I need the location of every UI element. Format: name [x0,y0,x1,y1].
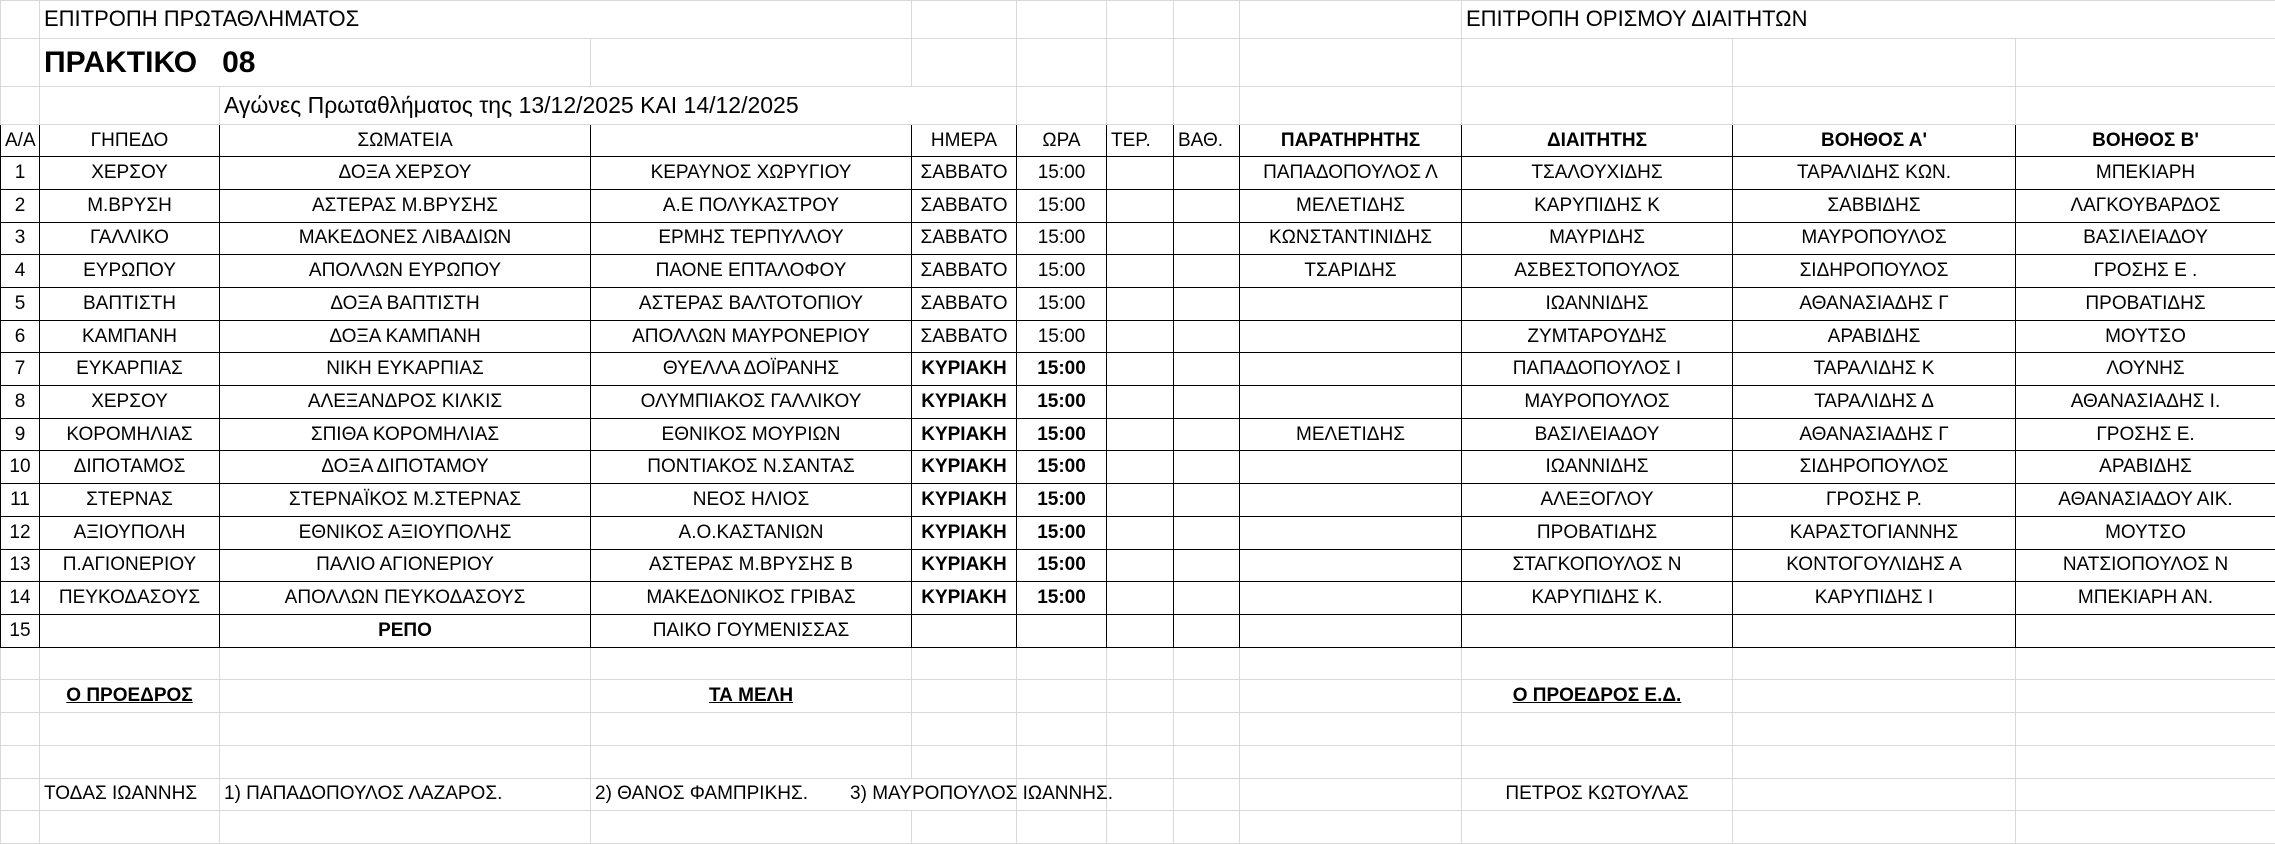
cell-day[interactable]: ΚΥΡΙΑΚΗ [912,549,1017,582]
table-row [1,549,2275,582]
cell-referee[interactable]: ΤΣΑΛΟΥΧΙΔΗΣ [1462,157,1733,190]
cell-aa[interactable]: 3 [1,222,40,255]
cell-assistant-b[interactable]: ΜΠΕΚΙΑΡΗ ΑΝ. [2016,582,2275,615]
cell-assistant-b[interactable]: ΜΟΥΤΣΟ [2016,516,2275,549]
cell-home[interactable]: ΔΟΞΑ ΒΑΠΤΙΣΤΗ [220,287,591,320]
table-row [1,418,2275,451]
cell-time[interactable]: 15:00 [1017,484,1107,517]
cell-referee[interactable]: ΜΑΥΡΟΠΟΥΛΟΣ [1462,386,1733,419]
cell-vath[interactable] [1174,386,1240,419]
cell-day[interactable]: ΣΑΒΒΑΤΟ [912,255,1017,288]
cell-vath[interactable] [1174,222,1240,255]
table-row [1,255,2275,288]
table-row [1,222,2275,255]
table-row [1,516,2275,549]
cell-referee[interactable]: ΠΑΠΑΔΟΠΟΥΛΟΣ Ι [1462,353,1733,386]
cell-home[interactable]: ΠΑΛΙΟ ΑΓΙΟΝΕΡΙΟΥ [220,549,591,582]
table-row [1,484,2275,517]
cell-referee[interactable]: ΚΑΡΥΠΙΔΗΣ Κ [1462,189,1733,222]
cell-vath[interactable] [1174,353,1240,386]
table-row [1,157,2275,190]
cell-assistant-a[interactable]: ΚΟΝΤΟΓΟΥΛΙΔΗΣ Α [1733,549,2016,582]
cell-time[interactable]: 15:00 [1017,320,1107,353]
cell-assistant-a[interactable]: ΜΑΥΡΟΠΟΥΛΟΣ [1733,222,2016,255]
cell-away[interactable]: ΠΑΙΚΟ ΓΟΥΜΕΝΙΣΣΑΣ [591,614,912,647]
member-2-cell [591,778,1113,811]
column-header-row [1,125,2275,157]
cell-assistant-b[interactable]: ΛΟΥΝΗΣ [2016,353,2275,386]
cell-ground[interactable]: ΑΞΙΟΥΠΟΛΗ [40,516,220,549]
cell-aa[interactable]: 12 [1,516,40,549]
cell-aa[interactable]: 9 [1,418,40,451]
cell-ground[interactable]: ΚΟΡΟΜΗΛΙΑΣ [40,418,220,451]
cell-ground[interactable]: ΧΕΡΣΟΥ [40,157,220,190]
cell-home[interactable]: ΡΕΠΟ [220,614,591,647]
cell-referee[interactable]: ΒΑΣΙΛΕΙΑΔΟΥ [1462,418,1733,451]
col-header-teams: ΣΩΜΑΤΕΙΑ [220,125,591,157]
cell-ground[interactable]: ΧΕΡΣΟΥ [40,386,220,419]
cell-ter[interactable] [1107,222,1174,255]
cell-vath[interactable] [1174,255,1240,288]
cell-ground[interactable]: ΚΑΜΠΑΝΗ [40,320,220,353]
cell-vath[interactable] [1174,484,1240,517]
cell-vath[interactable] [1174,614,1240,647]
record-title [40,38,591,87]
cell-away[interactable]: ΠΑΟΝΕ ΕΠΤΑΛΟΦΟΥ [591,255,912,288]
cell-observer[interactable] [1240,484,1462,517]
cell-referee[interactable]: ΣΤΑΓΚΟΠΟΥΛΟΣ Ν [1462,549,1733,582]
cell-day[interactable]: ΚΥΡΙΑΚΗ [912,484,1017,517]
cell-assistant-a[interactable]: ΓΡΟΣΗΣ Ρ. [1733,484,2016,517]
table-row [1,353,2275,386]
cell-ter[interactable] [1107,255,1174,288]
cell-ground[interactable] [40,614,220,647]
cell-time[interactable]: 15:00 [1017,287,1107,320]
cell-observer[interactable]: ΤΣΑΡΙΔΗΣ [1240,255,1462,288]
cell-referee[interactable]: ΖΥΜΤΑΡΟΥΔΗΣ [1462,320,1733,353]
table-row [1,287,2275,320]
cell-away[interactable]: ΟΛΥΜΠΙΑΚΟΣ ΓΑΛΛΙΚΟΥ [591,386,912,419]
col-header-time: ΩΡΑ [1017,125,1107,157]
president-label: Ο ΠΡΟΕΔΡΟΣ [40,680,220,713]
table-row [1,451,2275,484]
cell-observer[interactable] [1240,614,1462,647]
cell-ter[interactable] [1107,418,1174,451]
cell-assistant-a[interactable]: ΑΘΑΝΑΣΙΑΔΗΣ Γ [1733,287,2016,320]
col-header-day: ΗΜΕΡΑ [912,125,1017,157]
referee-committee-title: ΕΠΙΤΡΟΠΗ ΟΡΙΣΜΟΥ ΔΙΑΙΤΗΤΩΝ [1462,1,2275,39]
cell-assistant-a[interactable]: ΑΘΑΝΑΣΙΑΔΗΣ Γ [1733,418,2016,451]
cell-ground[interactable]: ΕΥΚΑΡΠΙΑΣ [40,353,220,386]
cell-ground[interactable]: ΔΙΠΟΤΑΜΟΣ [40,451,220,484]
cell-time[interactable] [1017,614,1107,647]
cell-ter[interactable] [1107,320,1174,353]
cell-observer[interactable]: ΜΕΛΕΤΙΔΗΣ [1240,189,1462,222]
cell-referee[interactable] [1462,614,1733,647]
cell-day[interactable] [912,614,1017,647]
cell-vath[interactable] [1174,157,1240,190]
cell-home[interactable]: ΑΠΟΛΛΩΝ ΠΕΥΚΟΔΑΣΟΥΣ [220,582,591,615]
col-header-ter: ΤΕΡ. [1107,125,1174,157]
cell-assistant-a[interactable]: ΤΑΡΑΛΙΔΗΣ Δ [1733,386,2016,419]
cell-assistant-b[interactable]: ΠΡΟΒΑΤΙΔΗΣ [2016,287,2275,320]
cell-vath[interactable] [1174,582,1240,615]
cell-vath[interactable] [1174,189,1240,222]
cell-assistant-b[interactable]: ΓΡΟΣΗΣ Ε. [2016,418,2275,451]
record-label: ΠΡΑΚΤΙΚΟ [44,45,198,79]
cell-time[interactable]: 15:00 [1017,516,1107,549]
cell-time[interactable]: 15:00 [1017,222,1107,255]
cell-referee[interactable]: ΑΣΒΕΣΤΟΠΟΥΛΟΣ [1462,255,1733,288]
cell-home[interactable]: ΑΣΤΕΡΑΣ Μ.ΒΡΥΣΗΣ [220,189,591,222]
cell-away[interactable]: ΑΣΤΕΡΑΣ Μ.ΒΡΥΣΗΣ Β [591,549,912,582]
cell-home[interactable]: ΝΙΚΗ ΕΥΚΑΡΠΙΑΣ [220,353,591,386]
col-header-ground: ΓΗΠΕΔΟ [40,125,220,157]
cell-assistant-a[interactable]: ΣΙΔΗΡΟΠΟΥΛΟΣ [1733,451,2016,484]
cell-aa[interactable]: 2 [1,189,40,222]
table-row [1,582,2275,615]
cell-aa[interactable]: 6 [1,320,40,353]
cell-home[interactable]: ΑΠΟΛΛΩΝ ΕΥΡΩΠΟΥ [220,255,591,288]
cell-time[interactable]: 15:00 [1017,157,1107,190]
cell-observer[interactable]: ΚΩΝΣΤΑΝΤΙΝΙΔΗΣ [1240,222,1462,255]
cell-day[interactable]: ΚΥΡΙΑΚΗ [912,516,1017,549]
cell-home[interactable]: ΣΠΙΘΑ ΚΟΡΟΜΗΛΙΑΣ [220,418,591,451]
cell-observer[interactable] [1240,353,1462,386]
col-header-referee: ΔΙΑΙΤΗΤΗΣ [1462,125,1733,157]
president-name: ΤΟΔΑΣ ΙΩΑΝΝΗΣ [40,778,220,811]
cell-ground[interactable]: Π.ΑΓΙΟΝΕΡΙΟΥ [40,549,220,582]
cell-home[interactable]: ΔΟΞΑ ΔΙΠΟΤΑΜΟΥ [220,451,591,484]
cell-time[interactable]: 15:00 [1017,353,1107,386]
cell-assistant-b[interactable]: ΜΠΕΚΙΑΡΗ [2016,157,2275,190]
table-row [1,189,2275,222]
cell-aa[interactable]: 11 [1,484,40,517]
cell-ter[interactable] [1107,353,1174,386]
cell-home[interactable]: ΑΛΕΞΑΝΔΡΟΣ ΚΙΛΚΙΣ [220,386,591,419]
cell-time[interactable]: 15:00 [1017,582,1107,615]
cell-assistant-b[interactable]: ΓΡΟΣΗΣ Ε . [2016,255,2275,288]
cell-aa[interactable]: 4 [1,255,40,288]
cell-vath[interactable] [1174,549,1240,582]
cell-day[interactable]: ΣΑΒΒΑΤΟ [912,320,1017,353]
cell-day[interactable]: ΣΑΒΒΑΤΟ [912,189,1017,222]
cell-day[interactable]: ΣΑΒΒΑΤΟ [912,222,1017,255]
cell-referee[interactable]: ΑΛΕΞΟΓΛΟΥ [1462,484,1733,517]
cell-observer[interactable] [1240,516,1462,549]
member-2: 2) ΘΑΝΟΣ ΦΑΜΠΡΙΚΗΣ. [595,783,809,805]
cell-observer[interactable] [1240,287,1462,320]
cell-ground[interactable]: Μ.ΒΡΥΣΗ [40,189,220,222]
cell-away[interactable]: ΑΠΟΛΛΩΝ ΜΑΥΡΟΝΕΡΙΟΥ [591,320,912,353]
col-header-vath: ΒΑΘ. [1174,125,1240,157]
cell-assistant-a[interactable]: ΣΑΒΒΙΔΗΣ [1733,189,2016,222]
table-row [1,320,2275,353]
cell-observer[interactable] [1240,386,1462,419]
committee-title: ΕΠΙΤΡΟΠΗ ΠΡΩΤΑΘΛΗΜΑΤΟΣ [40,1,912,39]
cell-away[interactable]: ΘΥΕΛΛΑ ΔΟΪΡΑΝΗΣ [591,353,912,386]
cell-assistant-a[interactable]: ΤΑΡΑΛΙΔΗΣ ΚΩΝ. [1733,157,2016,190]
cell-home[interactable]: ΜΑΚΕΔΟΝΕΣ ΛΙΒΑΔΙΩΝ [220,222,591,255]
col-header-observer: ΠΑΡΑΤΗΡΗΤΗΣ [1240,125,1462,157]
cell-aa[interactable]: 14 [1,582,40,615]
cell-aa[interactable]: 5 [1,287,40,320]
cell-assistant-b[interactable] [2016,614,2275,647]
cell-assistant-a[interactable]: ΚΑΡΥΠΙΔΗΣ Ι [1733,582,2016,615]
cell-observer[interactable]: ΠΑΠΑΔΟΠΟΥΛΟΣ Λ [1240,157,1462,190]
cell-day[interactable]: ΚΥΡΙΑΚΗ [912,386,1017,419]
cell-day[interactable]: ΚΥΡΙΑΚΗ [912,582,1017,615]
member-3: 3) ΜΑΥΡΟΠΟΥΛΟΣ ΙΩΑΝΝΗΣ. [850,783,1113,805]
cell-day[interactable]: ΣΑΒΒΑΤΟ [912,157,1017,190]
cell-ter[interactable] [1107,157,1174,190]
table-row [1,386,2275,419]
cell-time[interactable]: 15:00 [1017,189,1107,222]
subtitle: Αγώνες Πρωταθλήματος της 13/12/2025 ΚΑΙ 14/12/2025 [220,87,1017,125]
cell-vath[interactable] [1174,451,1240,484]
cell-assistant-b[interactable]: ΑΘΑΝΑΣΙΑΔΗΣ Ι. [2016,386,2275,419]
cell-away[interactable]: Α.Ε ΠΟΛΥΚΑΣΤΡΟΥ [591,189,912,222]
cell-away[interactable]: ΑΣΤΕΡΑΣ ΒΑΛΤΟΤΟΠΙΟΥ [591,287,912,320]
cell-vath[interactable] [1174,320,1240,353]
cell-ter[interactable] [1107,516,1174,549]
cell-vath[interactable] [1174,287,1240,320]
cell-time[interactable]: 15:00 [1017,549,1107,582]
cell-ter[interactable] [1107,287,1174,320]
cell-assistant-b[interactable]: ΒΑΣΙΛΕΙΑΔΟΥ [2016,222,2275,255]
cell-away[interactable]: ΜΑΚΕΔΟΝΙΚΟΣ ΓΡΙΒΑΣ [591,582,912,615]
cell-away[interactable]: Α.Ο.ΚΑΣΤΑΝΙΩΝ [591,516,912,549]
cell-away[interactable]: ΕΘΝΙΚΟΣ ΜΟΥΡΙΩΝ [591,418,912,451]
cell-observer[interactable] [1240,582,1462,615]
ref-president-name: ΠΕΤΡΟΣ ΚΩΤΟΥΛΑΣ [1462,778,1733,811]
cell-assistant-a[interactable] [1733,614,2016,647]
cell-aa[interactable]: 10 [1,451,40,484]
cell-ground[interactable]: ΒΑΠΤΙΣΤΗ [40,287,220,320]
table-row [1,614,2275,647]
cell-aa[interactable]: 8 [1,386,40,419]
cell-referee[interactable]: ΚΑΡΥΠΙΔΗΣ Κ. [1462,582,1733,615]
cell-assistant-a[interactable]: ΣΙΔΗΡΟΠΟΥΛΟΣ [1733,255,2016,288]
cell-ground[interactable]: ΠΕΥΚΟΔΑΣΟΥΣ [40,582,220,615]
col-header-aa: Α/Α [1,125,40,157]
cell-assistant-a[interactable]: ΚΑΡΑΣΤΟΓΙΑΝΝΗΣ [1733,516,2016,549]
cell-time[interactable]: 15:00 [1017,255,1107,288]
cell-ter[interactable] [1107,484,1174,517]
cell-aa[interactable]: 7 [1,353,40,386]
col-header-empty [591,125,912,157]
cell-ground[interactable]: ΣΤΕΡΝΑΣ [40,484,220,517]
cell-time[interactable]: 15:00 [1017,451,1107,484]
cell-away[interactable]: ΕΡΜΗΣ ΤΕΡΠΥΛΛΟΥ [591,222,912,255]
cell-ter[interactable] [1107,451,1174,484]
cell-ter[interactable] [1107,386,1174,419]
cell-assistant-b[interactable]: ΛΑΓΚΟΥΒΑΡΔΟΣ [2016,189,2275,222]
col-header-assistant-a: ΒΟΗΘΟΣ Α' [1733,125,2016,157]
cell-day[interactable]: ΚΥΡΙΑΚΗ [912,451,1017,484]
cell-assistant-b[interactable]: ΑΡΑΒΙΔΗΣ [2016,451,2275,484]
cell-day[interactable]: ΚΥΡΙΑΚΗ [912,353,1017,386]
cell-assistant-b[interactable]: ΜΟΥΤΣΟ [2016,320,2275,353]
cell-assistant-a[interactable]: ΑΡΑΒΙΔΗΣ [1733,320,2016,353]
cell-assistant-b[interactable]: ΝΑΤΣΙΟΠΟΥΛΟΣ Ν [2016,549,2275,582]
cell-ter[interactable] [1107,549,1174,582]
cell-day[interactable]: ΚΥΡΙΑΚΗ [912,418,1017,451]
cell-ground[interactable]: ΓΑΛΛΙΚΟ [40,222,220,255]
cell-away[interactable]: ΚΕΡΑΥΝΟΣ ΧΩΡΥΓΙΟΥ [591,157,912,190]
members-label: ΤΑ ΜΕΛΗ [591,680,912,713]
cell-away[interactable]: ΠΟΝΤΙΑΚΟΣ Ν.ΣΑΝΤΑΣ [591,451,912,484]
record-number: 08 [222,45,256,79]
ref-president-label: Ο ΠΡΟΕΔΡΟΣ Ε.Δ. [1462,680,1733,713]
cell-ground[interactable]: ΕΥΡΩΠΟΥ [40,255,220,288]
cell-aa[interactable]: 1 [1,157,40,190]
cell-observer[interactable] [1240,549,1462,582]
cell-vath[interactable] [1174,516,1240,549]
cell-home[interactable]: ΔΟΞΑ ΧΕΡΣΟΥ [220,157,591,190]
cell-home[interactable]: ΔΟΞΑ ΚΑΜΠΑΝΗ [220,320,591,353]
cell-observer[interactable] [1240,320,1462,353]
cell-observer[interactable] [1240,451,1462,484]
cell-ter[interactable] [1107,189,1174,222]
cell-time[interactable]: 15:00 [1017,386,1107,419]
member-1: 1) ΠΑΠΑΔΟΠΟΥΛΟΣ ΛΑΖΑΡΟΣ. [220,778,591,811]
cell-vath[interactable] [1174,418,1240,451]
col-header-assistant-b: ΒΟΗΘΟΣ Β' [2016,125,2275,157]
cell-day[interactable]: ΣΑΒΒΑΤΟ [912,287,1017,320]
cell-home[interactable]: ΕΘΝΙΚΟΣ ΑΞΙΟΥΠΟΛΗΣ [220,516,591,549]
cell-observer[interactable]: ΜΕΛΕΤΙΔΗΣ [1240,418,1462,451]
cell-assistant-a[interactable]: ΤΑΡΑΛΙΔΗΣ Κ [1733,353,2016,386]
cell-referee[interactable]: ΙΩΑΝΝΙΔΗΣ [1462,287,1733,320]
cell-aa[interactable]: 13 [1,549,40,582]
cell-assistant-b[interactable]: ΑΘΑΝΑΣΙΑΔΟΥ ΑΙΚ. [2016,484,2275,517]
cell-away[interactable]: ΝΕΟΣ ΗΛΙΟΣ [591,484,912,517]
cell-time[interactable]: 15:00 [1017,418,1107,451]
cell-home[interactable]: ΣΤΕΡΝΑΪΚΟΣ Μ.ΣΤΕΡΝΑΣ [220,484,591,517]
cell-referee[interactable]: ΠΡΟΒΑΤΙΔΗΣ [1462,516,1733,549]
cell-ter[interactable] [1107,582,1174,615]
cell-ter[interactable] [1107,614,1174,647]
cell-referee[interactable]: ΜΑΥΡΙΔΗΣ [1462,222,1733,255]
cell-aa[interactable]: 15 [1,614,40,647]
cell-referee[interactable]: ΙΩΑΝΝΙΔΗΣ [1462,451,1733,484]
